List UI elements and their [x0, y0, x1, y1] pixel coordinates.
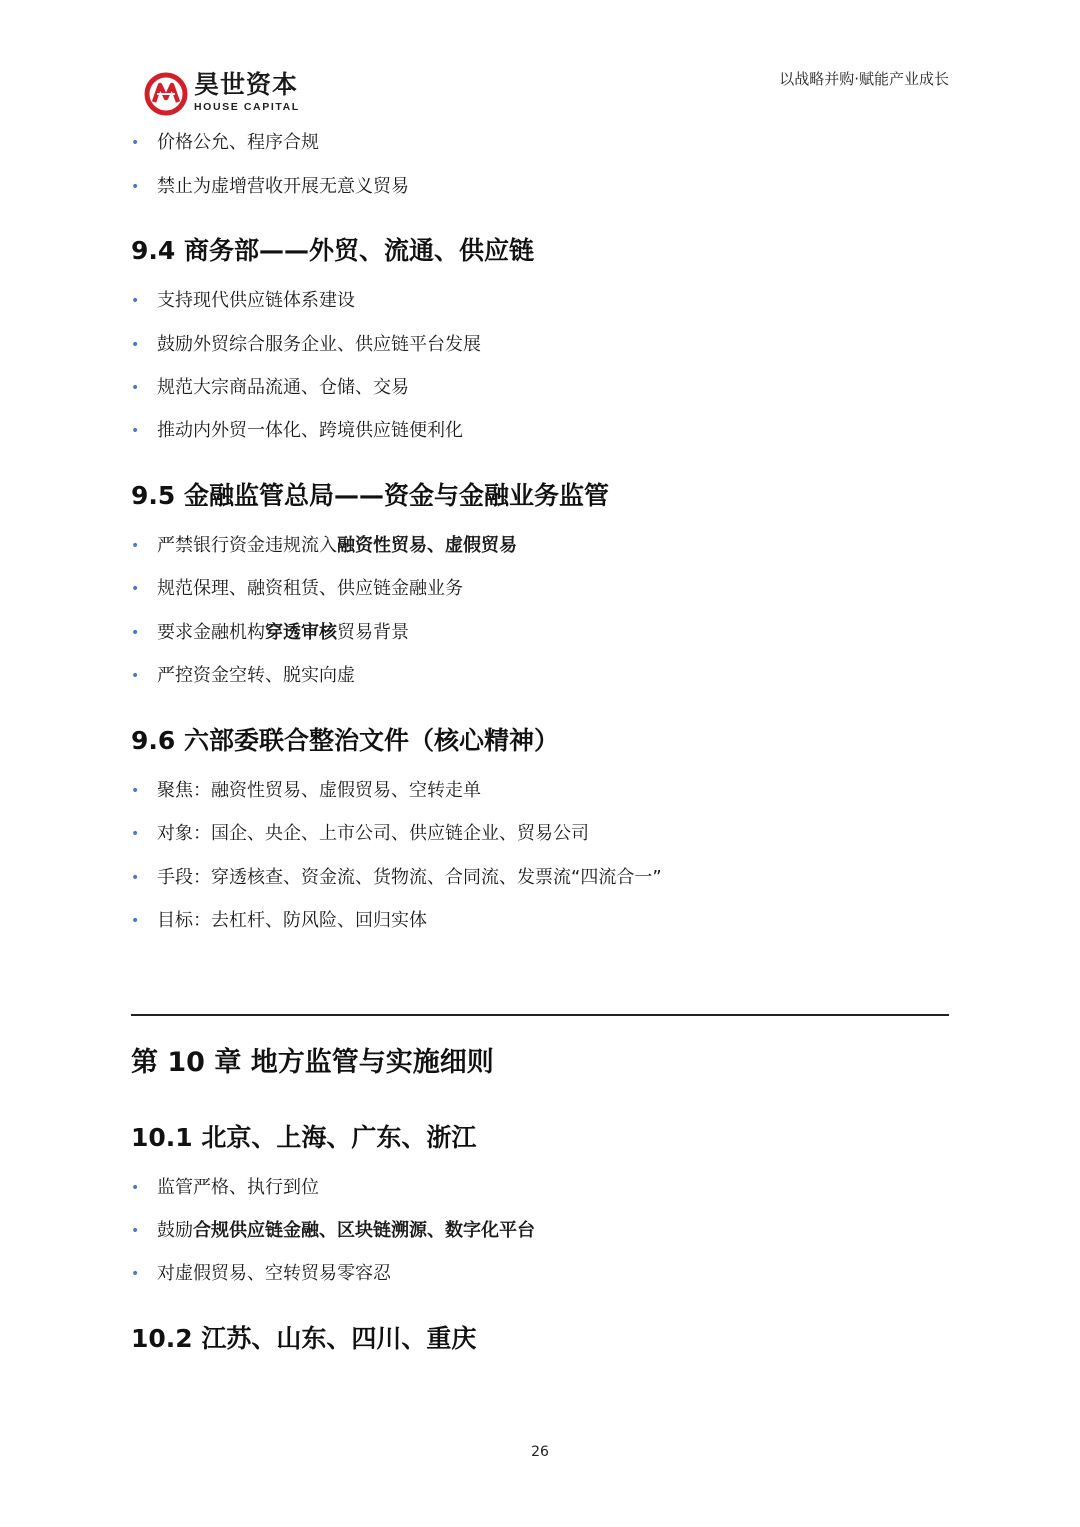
- bullet-icon: •: [131, 826, 140, 842]
- list-item: • 目标：去杠杆、防风险、回归实体: [131, 908, 427, 934]
- bullet-icon: •: [131, 538, 140, 554]
- bold-text: 合规供应链金融、区块链溯源、数字化平台: [193, 1220, 535, 1241]
- bullet-icon: •: [131, 423, 140, 439]
- list-item: • 禁止为虚增营收开展无意义贸易: [131, 174, 409, 200]
- bullet-icon: •: [131, 913, 140, 929]
- bullet-icon: •: [131, 179, 140, 195]
- bullet-icon: •: [131, 1180, 140, 1196]
- section-heading-9-4: 9.4 商务部——外贸、流通、供应链: [131, 236, 534, 265]
- list-item: • 要求金融机构穿透审核贸易背景: [131, 620, 409, 646]
- page-number: 26: [531, 1444, 549, 1460]
- list-item: • 严控资金空转、脱实向虚: [131, 663, 355, 689]
- list-item: • 价格公允、程序合规: [131, 130, 319, 156]
- chapter-heading-10: 第 10 章 地方监管与实施细则: [131, 1047, 494, 1078]
- section-heading-9-6: 9.6 六部委联合整治文件（核心精神）: [131, 726, 559, 755]
- list-item: • 手段：穿透核查、资金流、货物流、合同流、发票流“四流合一”: [131, 865, 662, 891]
- section-heading-9-5: 9.5 金融监管总局——资金与金融业务监管: [131, 481, 609, 510]
- list-item: • 监管严格、执行到位: [131, 1175, 319, 1201]
- bullet-icon: •: [131, 1223, 140, 1239]
- list-item: • 规范大宗商品流通、仓储、交易: [131, 375, 409, 401]
- list-item: • 鼓励外贸综合服务企业、供应链平台发展: [131, 332, 481, 358]
- bullet-icon: •: [131, 625, 140, 641]
- bullet-icon: •: [131, 337, 140, 353]
- bold-text: 穿透审核: [265, 622, 337, 643]
- chapter-divider: [131, 1014, 949, 1016]
- list-item: • 对虚假贸易、空转贸易零容忍: [131, 1261, 391, 1287]
- bullet-icon: •: [131, 870, 140, 886]
- list-item: • 鼓励合规供应链金融、区块链溯源、数字化平台: [131, 1218, 535, 1244]
- section-heading-10-2: 10.2 江苏、山东、四川、重庆: [131, 1324, 477, 1353]
- bullet-icon: •: [131, 380, 140, 396]
- bold-text: 融资性贸易、虚假贸易: [337, 535, 517, 556]
- bullet-icon: •: [131, 293, 140, 309]
- list-item: • 聚焦：融资性贸易、虚假贸易、空转走单: [131, 778, 481, 804]
- section-heading-10-1: 10.1 北京、上海、广东、浙江: [131, 1123, 477, 1152]
- bullet-icon: •: [131, 581, 140, 597]
- bullet-icon: •: [131, 135, 140, 151]
- house-capital-logo-icon: [144, 72, 188, 116]
- company-logo: [144, 70, 314, 118]
- header-tagline: 以战略并购·赋能产业成长: [779, 70, 949, 88]
- bullet-icon: •: [131, 1266, 140, 1282]
- logo-chinese-name: 昊世资本: [194, 70, 299, 99]
- list-item: • 严禁银行资金违规流入融资性贸易、虚假贸易: [131, 533, 517, 559]
- list-item: • 支持现代供应链体系建设: [131, 288, 355, 314]
- list-item: • 推动内外贸一体化、跨境供应链便利化: [131, 418, 463, 444]
- list-item: • 对象：国企、央企、上市公司、供应链企业、贸易公司: [131, 821, 589, 847]
- bullet-icon: •: [131, 783, 140, 799]
- bullet-icon: •: [131, 668, 140, 684]
- logo-english-name: HOUSE CAPITAL: [194, 101, 300, 113]
- list-item: • 规范保理、融资租赁、供应链金融业务: [131, 576, 463, 602]
